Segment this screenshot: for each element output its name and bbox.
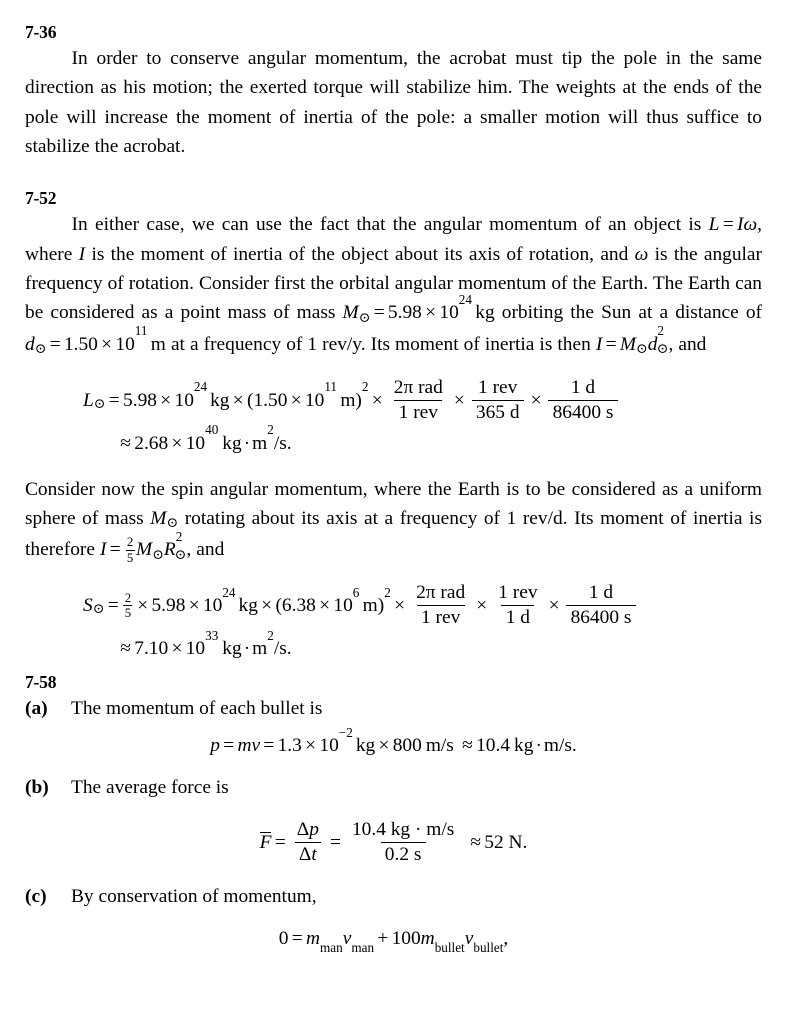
problem-section-7-36 — [25, 22, 762, 161]
times-sign-2: × — [378, 735, 390, 757]
display-equation-orbital-angular-momentum — [25, 377, 762, 455]
equation-line-1 — [25, 377, 762, 425]
result-unit-kg: kg — [222, 432, 242, 454]
fraction-numerator: 1 rev — [498, 582, 538, 604]
unit-kg-1: kg — [210, 389, 230, 411]
problem-part-b — [25, 773, 762, 802]
inline-math-L-equals-I-omega: L = Iω — [708, 214, 758, 236]
text-fragment: is the angular frequency of rotation. Consider first the orbital angular momentum of the Earth. The Earth can be considered as a point mass of mass — [25, 243, 762, 324]
equals-sign-2: = — [329, 831, 341, 853]
problem-section-7-58 — [25, 672, 762, 956]
inline-math-moment-of-inertia-sphere: I = $\frac{2}{5}$ $M⊙R^2⊙$ — [100, 528, 187, 565]
result-unit-kg: kg — [222, 638, 242, 660]
fraction-1-d-per-86400-s — [548, 377, 617, 425]
mantissa-1: 5.98 — [151, 595, 186, 617]
result-force: 52 N. — [484, 831, 528, 853]
fraction-denominator: 1 rev — [394, 400, 442, 425]
times-sign-5: × — [548, 595, 560, 617]
equation-gap — [25, 757, 762, 773]
fraction-1-d-per-86400-s — [566, 582, 635, 630]
problem-heading-7-52: 7-52 — [25, 188, 57, 209]
symbol-L: L — [83, 389, 94, 411]
equation-gap — [25, 723, 762, 735]
times-sign-2: × — [232, 389, 244, 411]
fraction-2pi-rad-per-rev — [390, 377, 448, 425]
problem-7-52-paragraph-2 — [25, 475, 762, 567]
part-label-c: (c) — [25, 886, 47, 908]
result-power: $10^{40}$ — [185, 422, 219, 454]
times-sign: × — [171, 638, 183, 660]
fraction-2pi-rad-per-rev — [412, 582, 470, 630]
equation-line-2-result — [25, 422, 762, 455]
fraction-numerator: 1 d — [588, 582, 614, 604]
symbol-F-bar: F — [259, 831, 272, 853]
fraction-1-rev-per-365-d — [472, 377, 524, 425]
fraction-numerator: 2 — [124, 590, 132, 605]
fraction-numerator: 2π rad — [393, 376, 443, 398]
power-term: $10^{-2}$ — [319, 725, 353, 757]
center-dot: · — [535, 735, 542, 757]
symbol-p: p — [210, 735, 220, 757]
text-fragment: In either case, we can use the fact that the angular momentum of an object is — [71, 214, 709, 236]
part-label-b: (b) — [25, 777, 49, 799]
unit-kg-1: kg — [238, 595, 258, 617]
text-fragment: , and — [186, 539, 225, 561]
part-text-a: The momentum of each bullet is — [71, 698, 323, 720]
text-fragment: rotating about its axis at a frequency of 1 rev/d. Its moment of inertia is therefore — [25, 507, 762, 561]
text-fragment: orbiting the Sun at a distance of — [494, 302, 762, 324]
equation-line-2-result — [25, 627, 762, 660]
squared-parenthetical-1: $(1.50 \times 10^{11}m)^2$ — [247, 379, 369, 411]
problem-part-a — [25, 694, 762, 723]
mantissa-1: 5.98 — [123, 389, 157, 411]
times-sign-2: × — [261, 595, 273, 617]
text-fragment: , and — [668, 333, 707, 355]
inline-math-moment-of-inertia-orbital: $I = M⊙d^2⊙$ — [595, 323, 669, 358]
symbol-m: m — [237, 735, 252, 757]
equation-gap — [25, 361, 762, 377]
equals-sign: = — [108, 389, 120, 411]
fraction-numerator: 1 rev — [478, 376, 518, 398]
equation-row-gap — [25, 630, 762, 638]
unit-kg: kg — [355, 735, 376, 757]
part-text-b: The average force is — [71, 777, 229, 799]
equals-sign: = — [291, 927, 303, 949]
equation-row-gap — [25, 425, 762, 433]
fraction-numerator: 2π rad — [416, 582, 466, 604]
center-dot: · — [243, 432, 251, 454]
part-text-c: By conservation of momentum, — [71, 886, 317, 908]
approx-sign: ≈ — [470, 831, 481, 853]
fraction-denominator: 86400 s — [548, 400, 617, 425]
times-sign-1: × — [160, 389, 172, 411]
text-fragment: , where — [25, 214, 762, 265]
times-sign-4: × — [453, 389, 465, 411]
fraction-denominator: 365 d — [472, 400, 524, 425]
equation-gap — [25, 866, 762, 882]
power-term-1: $10^{24}$ — [174, 379, 208, 411]
center-dot: · — [243, 638, 251, 660]
problem-7-36-paragraph: In order to conserve angular momentum, the acrobat must tip the pole in the same direction as his motion; the exerted torque will stabilize him. The weights at the ends of the pole will increase the moment of inertia of the pole: a smaller motion will thus suffice to stabilize the acrobat. — [25, 48, 762, 158]
inline-math-omega: ω — [634, 243, 649, 265]
result-unit-m-squared-per-s: $m^2/s$. — [252, 422, 292, 454]
result-mantissa: 7.10 — [134, 638, 169, 660]
equals-sign: = — [107, 595, 119, 617]
times-sign-4: × — [476, 595, 488, 617]
problem-heading-7-58: 7-58 — [25, 672, 57, 693]
equals-sign-1: = — [274, 831, 286, 853]
equation-gap — [25, 566, 762, 582]
times-sign-3: × — [394, 595, 406, 617]
result-unit-m-squared-per-s: $m^2/s$. — [252, 627, 292, 660]
inline-math-earth-mass: M⊙ = $5.98 \times 10^{24}kg$ — [342, 292, 495, 326]
sun-subscript-icon: ⊙ — [92, 602, 105, 618]
text-fragment: at a frequency of 1 rev/y. Its moment of inertia is then — [165, 333, 596, 355]
term-man-momentum: $m_{man}v_{man}$ — [305, 927, 375, 956]
squared-parenthetical-1: $(6.38 \times 10^6m)^2$ — [275, 584, 391, 617]
fraction-denominator: Δt — [295, 842, 321, 867]
result-power: $10^{33}$ — [185, 627, 219, 660]
speed-value: 800 — [392, 735, 422, 757]
result-mantissa: 2.68 — [134, 432, 169, 454]
display-equation-bullet-momentum — [25, 725, 762, 757]
result-unit-kg: kg — [514, 735, 534, 757]
problem-part-c — [25, 882, 762, 911]
equals-sign-2: = — [263, 735, 275, 757]
result-unit-m-per-s: m/s. — [543, 735, 577, 757]
equation-gap — [25, 803, 762, 819]
zero-value: 0 — [278, 927, 289, 949]
equals-sign-1: = — [223, 735, 235, 757]
part-label-a: (a) — [25, 698, 48, 720]
fraction-1-rev-per-1-d — [494, 582, 542, 630]
sun-subscript-icon: ⊙ — [93, 396, 106, 412]
mantissa: 1.3 — [277, 735, 302, 757]
equation-line-1 — [25, 582, 762, 630]
approx-sign: ≈ — [120, 432, 131, 454]
fraction-numerator: Δp — [296, 818, 319, 840]
text-fragment: is the moment of inertia of the object about its axis of rotation, and — [85, 243, 635, 265]
inline-math-I: I — [78, 243, 86, 265]
symbol-v: v — [251, 735, 261, 757]
display-equation-average-force — [25, 819, 762, 867]
fraction-denominator: 0.2 s — [381, 842, 426, 867]
fraction-denominator: 1 rev — [417, 605, 465, 630]
plus-sign: + — [377, 927, 389, 949]
times-sign-5: × — [530, 389, 542, 411]
times-sign-0: × — [137, 595, 149, 617]
inline-math-orbital-distance: d⊙ = $1.50 \times 10^{11}m$ — [25, 323, 166, 358]
problem-heading-7-36: 7-36 — [25, 22, 57, 42]
problem-section-7-52 — [25, 188, 762, 660]
term-bullet-momentum: $100m_{bullet}v_{bullet}$, — [391, 927, 509, 956]
equation-gap — [25, 912, 762, 928]
display-equation-spin-angular-momentum — [25, 582, 762, 660]
times-sign: × — [171, 432, 183, 454]
display-equation-momentum-conservation — [25, 927, 762, 956]
fraction-numerator: 10.4 kg · m/s — [351, 818, 455, 840]
fraction-delta-p-over-delta-t — [292, 819, 323, 867]
times-sign-1: × — [305, 735, 317, 757]
text-fragment: Consider now the spin angular momentum, where the Earth is to be considered as a uniform sphere of mass — [25, 478, 762, 529]
section-gap — [25, 161, 762, 188]
approx-sign: ≈ — [462, 735, 473, 757]
unit-m-per-s: m/s — [425, 735, 454, 757]
fraction-momentum-over-time — [348, 819, 459, 867]
times-sign-1: × — [188, 595, 200, 617]
fraction-numerator: 1 d — [570, 376, 596, 398]
fraction-two-fifths — [123, 592, 132, 620]
problem-7-52-paragraph-1 — [25, 210, 762, 360]
times-sign-3: × — [371, 389, 383, 411]
symbol-S: S — [83, 595, 93, 617]
approx-sign: ≈ — [120, 638, 131, 660]
inline-math-earth-mass-2: M⊙ — [150, 507, 179, 532]
fraction-denominator: 1 d — [501, 605, 534, 630]
fraction-denominator: 86400 s — [566, 605, 635, 630]
result-value: 10.4 — [476, 735, 511, 757]
section-gap — [25, 660, 762, 672]
fraction-denominator: 5 — [124, 606, 132, 621]
equation-gap — [25, 455, 762, 475]
power-term-1: $10^{24}$ — [202, 584, 236, 617]
